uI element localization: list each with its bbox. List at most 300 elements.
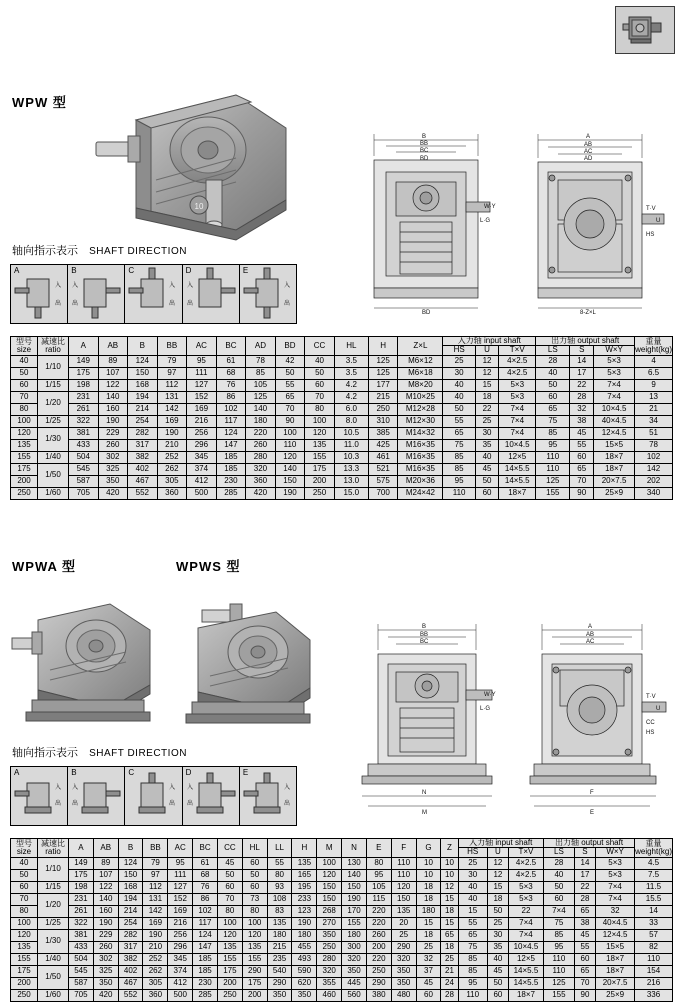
cell-WY: 20×7.5 xyxy=(596,977,635,989)
cell-AD: 125 xyxy=(246,391,276,403)
cell-TV: 4×2.5 xyxy=(499,367,536,379)
cell-S: 70 xyxy=(574,977,595,989)
cell-U: 15 xyxy=(475,379,498,391)
th-S: S xyxy=(570,346,594,355)
cell-AD: 220 xyxy=(246,427,276,439)
cell-S: 22 xyxy=(574,881,595,893)
cell-BD: 100 xyxy=(275,427,305,439)
cell-N: 560 xyxy=(342,989,367,1001)
cell-E: 260 xyxy=(366,929,391,941)
cell-LS: 155 xyxy=(543,989,574,1001)
cell-LS: 75 xyxy=(536,415,570,427)
cell-LL: 350 xyxy=(267,989,292,1001)
cell-AB: 350 xyxy=(98,475,128,487)
cell-HS: 15 xyxy=(458,905,487,917)
cell-ratio: 1/25 xyxy=(38,415,69,427)
cell-ratio: 1/10 xyxy=(38,355,69,379)
cell-LS: 75 xyxy=(543,917,574,929)
cell-size: 70 xyxy=(11,391,38,403)
cell-AC: 345 xyxy=(168,953,193,965)
svg-text:W·Y: W·Y xyxy=(484,692,496,698)
svg-text:10: 10 xyxy=(194,202,204,211)
cell-HL: 135 xyxy=(242,941,267,953)
cell-W: 14 xyxy=(635,905,673,917)
cell-Z: 12 xyxy=(441,881,458,893)
table-row xyxy=(11,463,673,475)
cell-N: 170 xyxy=(342,905,367,917)
cell-AB: 325 xyxy=(98,463,128,475)
cell-AC: 95 xyxy=(168,857,193,869)
cell-LL: 80 xyxy=(267,869,292,881)
table-row xyxy=(11,439,673,451)
cell-BC: 185 xyxy=(216,463,246,475)
cell-BB: 360 xyxy=(143,989,168,1001)
th2-G: G xyxy=(416,839,441,858)
cell-WY: 5×3 xyxy=(594,367,635,379)
th-BD: BD xyxy=(275,337,305,356)
cell-U: 12 xyxy=(475,355,498,367)
cell-CC: 175 xyxy=(217,965,242,977)
cell-BC: 61 xyxy=(216,355,246,367)
shaft-cell-label-a: A xyxy=(14,266,20,275)
cell-S: 60 xyxy=(574,953,595,965)
cell-CC: 50 xyxy=(217,869,242,881)
cell-AB: 89 xyxy=(98,355,128,367)
cell-AC: 256 xyxy=(187,427,217,439)
cell-size: 135 xyxy=(11,439,38,451)
cell-U: 35 xyxy=(475,439,498,451)
table-row xyxy=(11,881,673,893)
cell-W: 6.5 xyxy=(635,367,673,379)
cell-G: 15 xyxy=(416,917,441,929)
cell-CC: 70 xyxy=(217,893,242,905)
cell-A: 705 xyxy=(69,487,99,499)
svg-text:M: M xyxy=(422,810,427,816)
cell-U: 30 xyxy=(475,427,498,439)
cell-F: 25 xyxy=(391,929,416,941)
cell-BC: 147 xyxy=(216,439,246,451)
cell-BC: 147 xyxy=(193,941,218,953)
cell-W: 4 xyxy=(635,355,673,367)
cell-CC: 200 xyxy=(305,475,335,487)
shaft-cell-label-e-2: E xyxy=(242,768,249,777)
cell-ZL: M8×20 xyxy=(398,379,443,391)
cell-BD: 110 xyxy=(275,439,305,451)
cell-AB: 325 xyxy=(93,965,118,977)
cell-W: 4.5 xyxy=(635,857,673,869)
cell-A: 261 xyxy=(69,403,99,415)
cell-A: 175 xyxy=(69,869,94,881)
shaft-direction-strip-2 xyxy=(10,766,297,826)
svg-text:入: 入 xyxy=(72,785,79,791)
cell-F: 110 xyxy=(391,857,416,869)
cell-WY: 40×4.5 xyxy=(596,917,635,929)
cell-ratio: 1/15 xyxy=(38,379,69,391)
cell-M: 280 xyxy=(317,953,342,965)
cell-size: 50 xyxy=(11,367,38,379)
th2-S: S xyxy=(574,848,595,857)
cell-AC: 500 xyxy=(168,989,193,1001)
cell-AC: 95 xyxy=(187,355,217,367)
svg-text:8-Z×L: 8-Z×L xyxy=(580,310,596,316)
cell-BB: 79 xyxy=(143,857,168,869)
cell-Z: 10 xyxy=(441,869,458,881)
cell-AC: 152 xyxy=(187,391,217,403)
cell-BB: 360 xyxy=(157,487,187,499)
cell-BC: 86 xyxy=(193,893,218,905)
svg-text:AB: AB xyxy=(586,632,595,638)
cell-G: 18 xyxy=(416,893,441,905)
cell-B: 194 xyxy=(118,893,143,905)
cell-size: 80 xyxy=(11,403,38,415)
svg-text:CC: CC xyxy=(646,720,655,726)
table-row xyxy=(11,977,673,989)
cell-B: 214 xyxy=(118,905,143,917)
cell-ZL: M16×35 xyxy=(398,463,443,475)
cell-ratio: 1/50 xyxy=(38,463,69,487)
cell-B: 150 xyxy=(118,869,143,881)
cell-WY: 5×3 xyxy=(596,869,635,881)
cell-AD: 85 xyxy=(246,367,276,379)
cell-LS: 50 xyxy=(536,379,570,391)
cell-size: 250 xyxy=(11,989,38,1001)
cell-HL: 4.2 xyxy=(334,391,368,403)
cell-TV: 18×7 xyxy=(499,487,536,499)
cell-AC: 111 xyxy=(168,869,193,881)
cell-size: 155 xyxy=(11,953,38,965)
cell-AC: 216 xyxy=(187,415,217,427)
cell-BB: 112 xyxy=(157,379,187,391)
cell-LS: 95 xyxy=(543,941,574,953)
cell-W: 82 xyxy=(635,941,673,953)
th2-U: U xyxy=(487,848,508,857)
cell-LS: 110 xyxy=(536,451,570,463)
cell-Z: 24 xyxy=(441,977,458,989)
th-CC: CC xyxy=(305,337,335,356)
cell-WY: 5×3 xyxy=(594,355,635,367)
cell-H: 190 xyxy=(292,917,317,929)
cell-E: 200 xyxy=(366,941,391,953)
cell-BC: 185 xyxy=(193,965,218,977)
cell-ZL: M20×36 xyxy=(398,475,443,487)
cell-AC: 374 xyxy=(168,965,193,977)
cell-N: 155 xyxy=(342,917,367,929)
th-output-shaft: 出力轴 output shaft xyxy=(536,337,635,346)
svg-text:出: 出 xyxy=(186,801,193,807)
svg-text:U: U xyxy=(656,218,661,224)
cell-B: 467 xyxy=(128,475,158,487)
shaft-cell-d-2 xyxy=(183,767,240,825)
shaft-cell-label-e: E xyxy=(242,266,249,275)
cell-B: 214 xyxy=(128,403,158,415)
cell-W: 154 xyxy=(635,965,673,977)
cell-AB: 302 xyxy=(98,451,128,463)
cell-AC: 412 xyxy=(168,977,193,989)
cell-H: 425 xyxy=(368,439,398,451)
th-AB: AB xyxy=(98,337,128,356)
th2-TV: T×V xyxy=(508,848,543,857)
cell-ZL: M16×35 xyxy=(398,451,443,463)
cell-WY: 18×7 xyxy=(594,451,635,463)
cell-ratio: 1/50 xyxy=(38,965,69,989)
cell-AB: 420 xyxy=(93,989,118,1001)
cell-LS: 155 xyxy=(536,487,570,499)
svg-text:T·V: T·V xyxy=(646,694,656,700)
cell-WY: 25×9 xyxy=(594,487,635,499)
cell-AC: 256 xyxy=(168,929,193,941)
cell-BD: 150 xyxy=(275,475,305,487)
th-AD: AD xyxy=(246,337,276,356)
cell-BB: 262 xyxy=(143,965,168,977)
cell-E: 220 xyxy=(366,917,391,929)
cell-LS: 110 xyxy=(536,463,570,475)
cell-HL: 120 xyxy=(242,929,267,941)
cell-WY: 18×7 xyxy=(596,953,635,965)
cell-ZL: M10×25 xyxy=(398,391,443,403)
wpwa-product-photo xyxy=(10,590,160,735)
cell-E: 105 xyxy=(366,881,391,893)
table-row xyxy=(11,475,673,487)
cell-WY: 15×5 xyxy=(594,439,635,451)
svg-text:L·G: L·G xyxy=(480,706,491,712)
cell-size: 100 xyxy=(11,415,38,427)
svg-text:B: B xyxy=(422,624,427,630)
svg-text:HS: HS xyxy=(646,232,655,238)
svg-text:入: 入 xyxy=(283,785,290,791)
cell-N: 150 xyxy=(342,881,367,893)
th2-BC: BC xyxy=(193,839,218,858)
cell-CC: 155 xyxy=(305,451,335,463)
cell-CC: 60 xyxy=(217,881,242,893)
cell-LS: 28 xyxy=(543,857,574,869)
cell-S: 32 xyxy=(570,403,594,415)
cell-S: 17 xyxy=(574,869,595,881)
cell-Z: 15 xyxy=(441,893,458,905)
svg-text:入: 入 xyxy=(169,785,176,791)
cell-LL: 93 xyxy=(267,881,292,893)
cell-N: 445 xyxy=(342,977,367,989)
cell-B: 402 xyxy=(118,965,143,977)
th-input-shaft: 入力轴 input shaft xyxy=(443,337,536,346)
cell-AB: 190 xyxy=(98,415,128,427)
cell-F: 110 xyxy=(391,869,416,881)
cell-ratio: 1/30 xyxy=(38,427,69,451)
cell-N: 180 xyxy=(342,929,367,941)
cell-S: 55 xyxy=(574,941,595,953)
cell-LS: 85 xyxy=(536,427,570,439)
cell-HL: 13.3 xyxy=(334,463,368,475)
cell-HL: 155 xyxy=(242,953,267,965)
th2-output-shaft: 出力轴 output shaft xyxy=(543,839,634,848)
cell-H: 461 xyxy=(368,451,398,463)
cell-H: 180 xyxy=(292,929,317,941)
cell-A: 433 xyxy=(69,439,99,451)
cell-HS: 25 xyxy=(443,355,475,367)
cell-W: 202 xyxy=(635,475,673,487)
cell-size: 175 xyxy=(11,463,38,475)
cell-HL: 13.0 xyxy=(334,475,368,487)
cell-W: 7.5 xyxy=(635,869,673,881)
cell-BB: 210 xyxy=(143,941,168,953)
cell-CC: 155 xyxy=(217,953,242,965)
cell-AC: 127 xyxy=(168,881,193,893)
cell-M: 100 xyxy=(317,857,342,869)
cell-W: 78 xyxy=(635,439,673,451)
cell-ratio: 1/60 xyxy=(38,487,69,499)
svg-text:AC: AC xyxy=(584,149,593,155)
cell-HL: 73 xyxy=(242,893,267,905)
cell-HS: 50 xyxy=(443,403,475,415)
cell-H: 250 xyxy=(368,403,398,415)
cell-TV: 18×7 xyxy=(508,989,543,1001)
svg-text:F: F xyxy=(590,790,594,796)
cell-U: 30 xyxy=(487,929,508,941)
cell-W: 110 xyxy=(635,953,673,965)
cell-H: 310 xyxy=(368,415,398,427)
cell-W: 340 xyxy=(635,487,673,499)
cell-LL: 180 xyxy=(267,929,292,941)
cell-H: 195 xyxy=(292,881,317,893)
cell-ratio: 1/10 xyxy=(38,857,69,881)
cell-HS: 55 xyxy=(458,917,487,929)
cell-F: 350 xyxy=(391,977,416,989)
th2-Z: Z xyxy=(441,839,458,858)
cell-U: 15 xyxy=(487,881,508,893)
cell-U: 40 xyxy=(475,451,498,463)
cell-H: 575 xyxy=(368,475,398,487)
cell-G: 180 xyxy=(416,905,441,917)
th2-WY: W×Y xyxy=(596,848,635,857)
cell-B: 552 xyxy=(118,989,143,1001)
cell-B: 168 xyxy=(118,881,143,893)
cell-A: 504 xyxy=(69,953,94,965)
cell-Z: 28 xyxy=(441,989,458,1001)
cell-E: 220 xyxy=(366,905,391,917)
cell-B: 282 xyxy=(128,427,158,439)
cell-W: 11.5 xyxy=(635,881,673,893)
cell-H: 177 xyxy=(368,379,398,391)
cell-BB: 252 xyxy=(143,953,168,965)
cell-G: 32 xyxy=(416,953,441,965)
cell-ratio: 1/20 xyxy=(38,893,69,917)
cell-A: 545 xyxy=(69,965,94,977)
cell-ratio: 1/60 xyxy=(38,989,69,1001)
cell-S: 38 xyxy=(570,415,594,427)
shaft-cell-c xyxy=(125,265,182,323)
table-row xyxy=(11,953,673,965)
cell-TV: 5×3 xyxy=(508,893,543,905)
cell-B: 552 xyxy=(128,487,158,499)
th2-weight: 重量 weight(kg) xyxy=(635,838,672,856)
cell-TV: 14×5.5 xyxy=(508,965,543,977)
cell-TV: 4×2.5 xyxy=(508,857,543,869)
th-A: A xyxy=(69,337,99,356)
cell-WY: 32 xyxy=(596,905,635,917)
cell-CC: 45 xyxy=(217,857,242,869)
table-row xyxy=(11,965,673,977)
svg-text:U: U xyxy=(656,706,661,712)
cell-TV: 22 xyxy=(508,905,543,917)
cell-G: 45 xyxy=(416,977,441,989)
shaft-cell-label-c: C xyxy=(128,266,135,275)
th-LS: LS xyxy=(536,346,570,355)
cell-ZL: M6×12 xyxy=(398,355,443,367)
gearbox-logo xyxy=(615,6,675,54)
section-title-wpwa: WPWA 型 xyxy=(12,559,77,574)
cell-S: 65 xyxy=(574,905,595,917)
svg-text:BB: BB xyxy=(420,141,429,147)
cell-WY: 20×7.5 xyxy=(594,475,635,487)
cell-N: 350 xyxy=(342,965,367,977)
cell-A: 175 xyxy=(69,367,99,379)
shaft-cell-d xyxy=(183,265,240,323)
cell-TV: 5×3 xyxy=(499,379,536,391)
th-H: H xyxy=(368,337,398,356)
cell-HS: 25 xyxy=(458,857,487,869)
cell-HL: 50 xyxy=(242,869,267,881)
table-row xyxy=(11,869,673,881)
cell-ZL: M16×35 xyxy=(398,439,443,451)
cell-TV: 14×5.5 xyxy=(499,463,536,475)
cell-F: 20 xyxy=(391,917,416,929)
cell-BB: 131 xyxy=(143,893,168,905)
cell-TV: 7×4 xyxy=(499,427,536,439)
cell-ratio: 1/20 xyxy=(38,391,69,415)
cell-AB: 122 xyxy=(93,881,118,893)
cell-U: 12 xyxy=(475,367,498,379)
shaft-cell-b xyxy=(68,265,125,323)
cell-N: 130 xyxy=(342,857,367,869)
cell-G: 18 xyxy=(416,929,441,941)
cell-W: 57 xyxy=(635,929,673,941)
shaft-cell-label-a-2: A xyxy=(14,768,20,777)
cell-CC: 70 xyxy=(305,391,335,403)
cell-AC: 412 xyxy=(187,475,217,487)
cell-A: 261 xyxy=(69,905,94,917)
th-ratio: 减速比 ratio xyxy=(38,337,69,356)
cell-G: 18 xyxy=(416,881,441,893)
wpws-product-photo xyxy=(172,588,320,736)
cell-F: 320 xyxy=(391,953,416,965)
cell-WY: 12×4.5 xyxy=(596,929,635,941)
cell-HL: 3.5 xyxy=(334,355,368,367)
cell-LS: 50 xyxy=(543,881,574,893)
table-row xyxy=(11,379,673,391)
cell-H: 215 xyxy=(368,391,398,403)
cell-H: 590 xyxy=(292,965,317,977)
cell-BC: 76 xyxy=(193,881,218,893)
cell-A: 381 xyxy=(69,427,99,439)
cell-WY: 7×4 xyxy=(596,881,635,893)
cell-F: 120 xyxy=(391,881,416,893)
cell-WY: 12×4.5 xyxy=(594,427,635,439)
cell-BC: 124 xyxy=(216,427,246,439)
table-row xyxy=(11,989,673,1001)
cell-TV: 5×3 xyxy=(508,881,543,893)
cell-WY: 7×4 xyxy=(594,379,635,391)
cell-M: 150 xyxy=(317,881,342,893)
cell-A: 149 xyxy=(69,857,94,869)
cell-F: 290 xyxy=(391,941,416,953)
cell-BB: 79 xyxy=(157,355,187,367)
cell-U: 50 xyxy=(475,475,498,487)
svg-text:A: A xyxy=(588,624,593,630)
cell-HS: 85 xyxy=(443,463,475,475)
cell-H: 165 xyxy=(292,869,317,881)
cell-HS: 95 xyxy=(458,977,487,989)
cell-TV: 4×2.5 xyxy=(508,869,543,881)
cell-BC: 86 xyxy=(216,391,246,403)
